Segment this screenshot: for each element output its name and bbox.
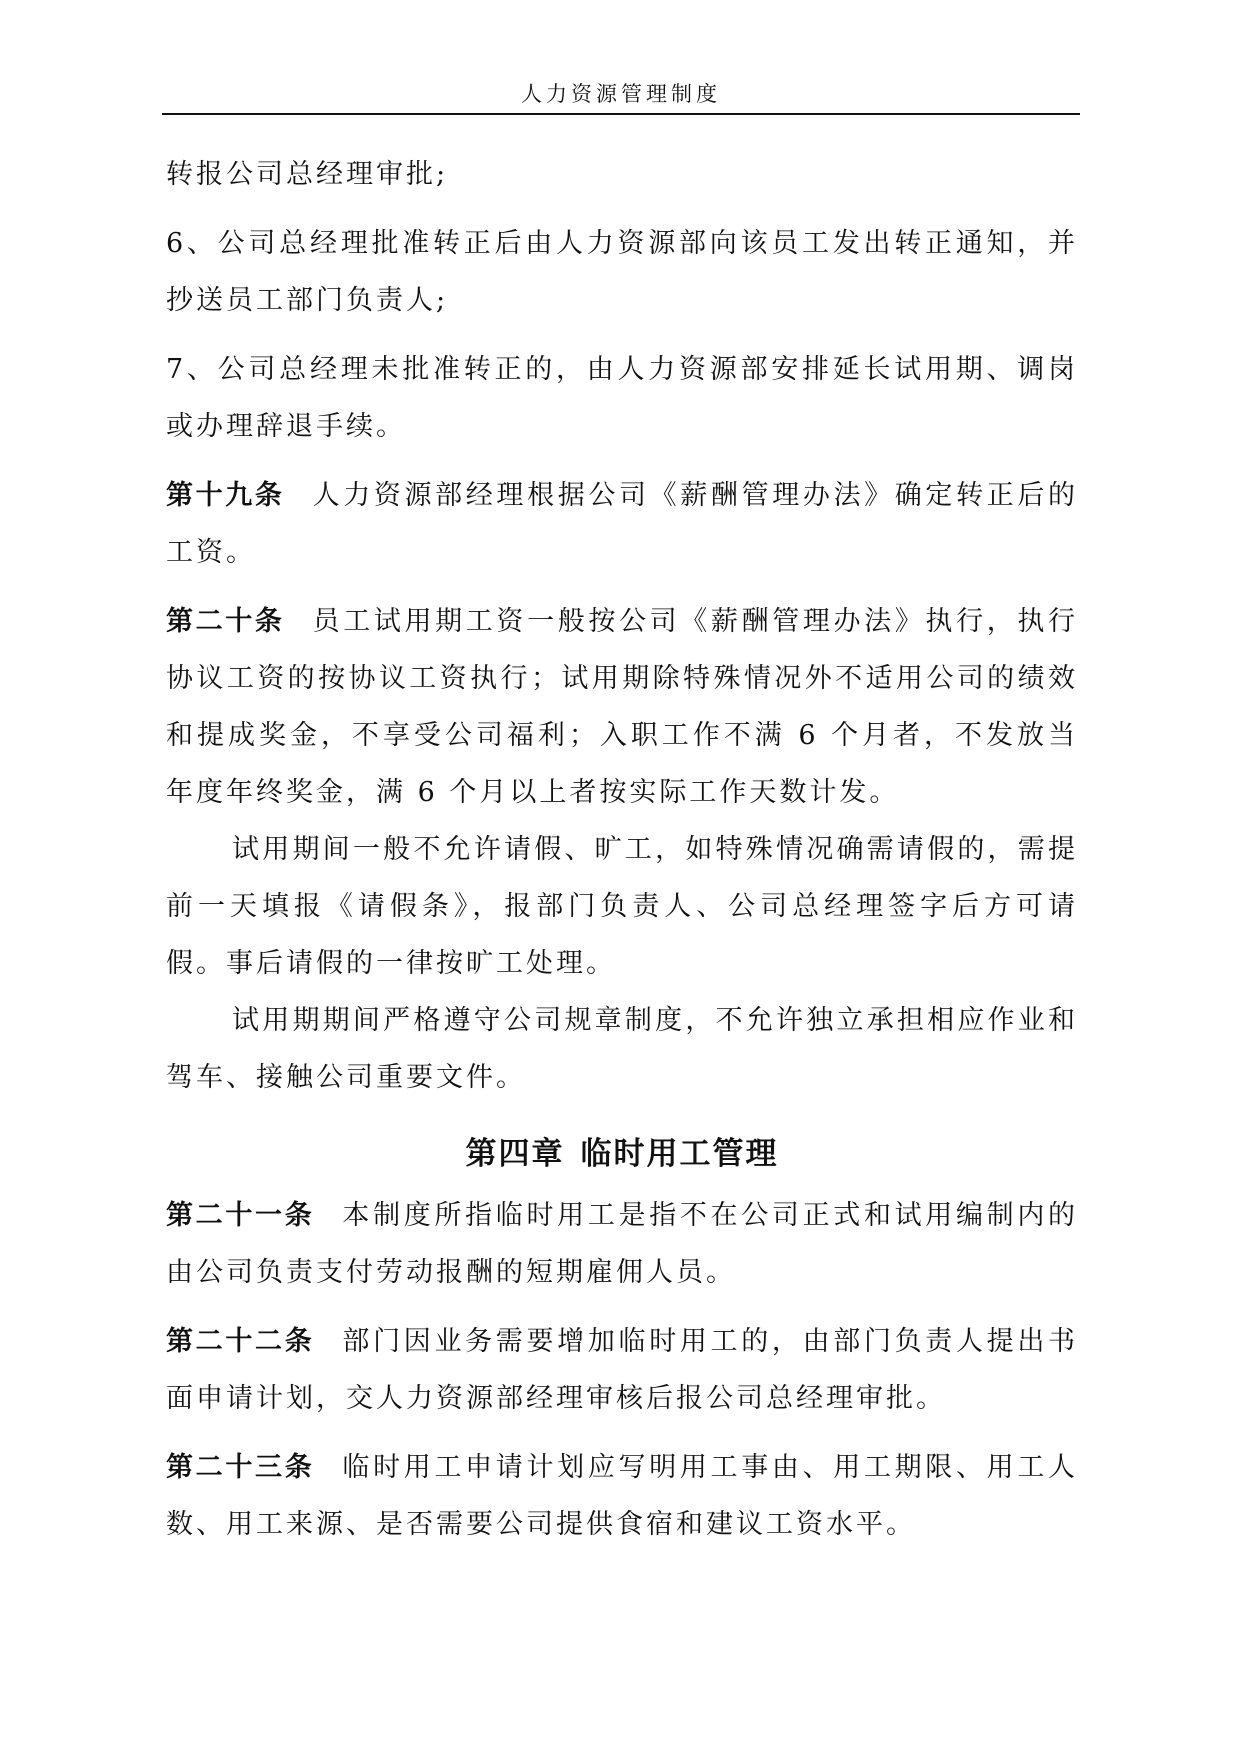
paragraph: 7、公司总经理未批准转正的，由人力资源部安排延长试用期、调岗或办理辞退手续。 — [166, 354, 1078, 442]
article-text: 本制度所指临时用工是指不在公司正式和试用编制内的由公司负责支付劳动报酬的短期雇佣人员。 — [166, 1200, 1079, 1288]
article-19 — [166, 467, 1078, 581]
article-20 — [166, 593, 1078, 821]
page-header-title: 人力资源管理制度 — [521, 82, 721, 106]
paragraph: 试用期间一般不允许请假、旷工，如特殊情况确需请假的，需提前一天填报《请假条》，报部门负责人、公司总经理签字后方可请假。事后请假的一律按旷工处理。 — [166, 834, 1078, 979]
article-text: 人力资源部经理根据公司《薪酬管理办法》确定转正后的工资。 — [166, 480, 1079, 568]
chapter-number: 第四章 — [465, 1136, 565, 1172]
article-label: 第二十二条 — [166, 1326, 315, 1357]
article-text: 临时用工申请计划应写明用工事由、用工期限、用工人数、用工来源、是否需要公司提供食宿和建议工资水平。 — [166, 1452, 1079, 1540]
article-label: 第十九条 — [166, 480, 285, 511]
paragraph: 转报公司总经理审批; — [166, 159, 449, 190]
chapter-heading — [166, 1126, 1078, 1183]
article-21 — [166, 1187, 1078, 1301]
article-label: 第二十条 — [166, 606, 285, 637]
article-text: 员工试用期工资一般按公司《薪酬管理办法》执行，执行协议工资的按协议工资执行；试用期除特殊情况外不适用公司的绩效和提成奖金，不享受公司福利；入职工作不满 6 个月者，不发放当年度年终奖金，满 6 个月以上者按实际工作天数计发。 — [166, 606, 1079, 808]
article-text: 部门因业务需要增加临时用工的，由部门负责人提出书面申请计划，交人力资源部经理审核后报公司总经理审批。 — [166, 1326, 1079, 1414]
article-label: 第二十三条 — [166, 1452, 315, 1483]
article-label: 第二十一条 — [166, 1200, 315, 1231]
paragraph: 6、公司总经理批准转正后由人力资源部向该员工发出转正通知，并抄送员工部门负责人; — [166, 228, 1078, 316]
article-23 — [166, 1439, 1078, 1553]
paragraph: 试用期期间严格遵守公司规章制度，不允许独立承担相应作业和驾车、接触公司重要文件。 — [166, 1005, 1078, 1093]
header-rule — [162, 113, 1080, 115]
document-body — [166, 146, 1078, 1553]
chapter-title: 临时用工管理 — [580, 1136, 779, 1172]
article-22 — [166, 1313, 1078, 1427]
